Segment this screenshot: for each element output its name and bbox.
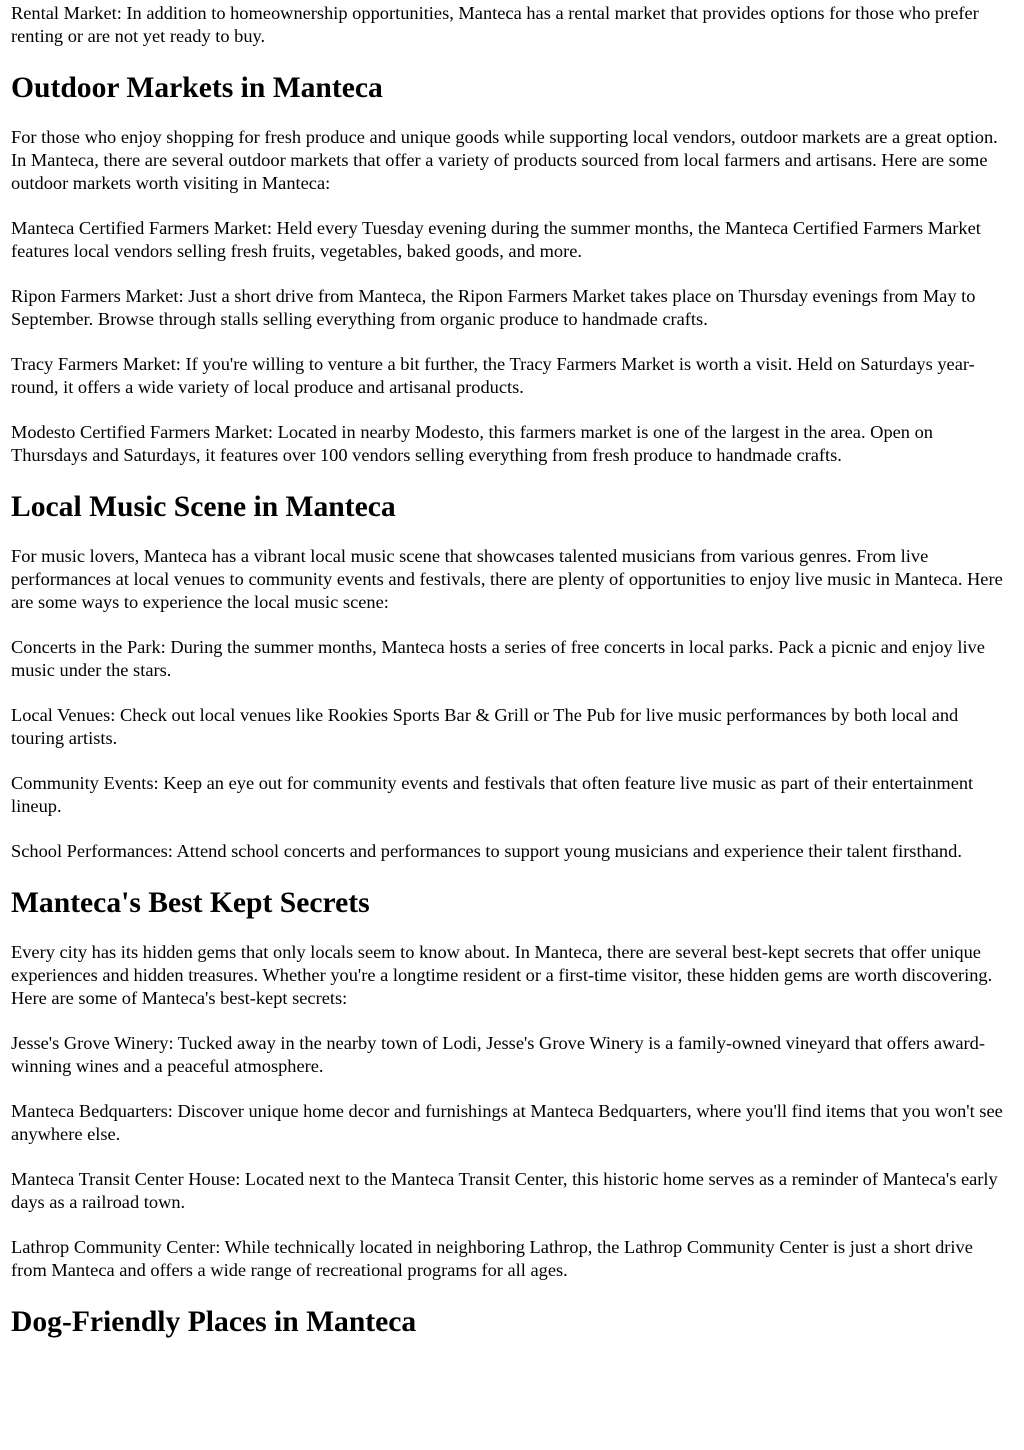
paragraph-school-performances: School Performances: Attend school concerts and performances to support young musicians and experience their talent firsthand.: [11, 841, 962, 861]
paragraph-secrets-intro: Every city has its hidden gems that only locals seem to know about. In Manteca, there are several best-kept secrets that offer unique experiences and hidden treasures. Whether you're a longtime resident or a first-time visitor, these hidden gems are worth discovering. Here are some of Manteca's best-kept secrets:: [11, 942, 993, 1008]
heading-best-kept-secrets: Manteca's Best Kept Secrets: [11, 887, 370, 919]
paragraph-concerts-in-park: Concerts in the Park: During the summer months, Manteca hosts a series of free concerts in local parks. Pack a picnic and enjoy live music under the stars.: [11, 637, 985, 680]
paragraph-modesto-farmers-market: Modesto Certified Farmers Market: Located in nearby Modesto, this farmers market is one of the largest in the area. Open on Thursdays and Saturdays, it features over 100 vendors selling everything from fresh produce to handmade crafts.: [11, 422, 933, 465]
paragraph-tracy-farmers-market: Tracy Farmers Market: If you're willing to venture a bit further, the Tracy Farmers Market is worth a visit. Held on Saturdays year-round, it offers a wide variety of local produce and artisanal products.: [11, 354, 975, 397]
paragraph-transit-center-house: Manteca Transit Center House: Located next to the Manteca Transit Center, this historic home serves as a reminder of Manteca's early days as a railroad town.: [11, 1169, 998, 1212]
paragraph-manteca-bedquarters: Manteca Bedquarters: Discover unique home decor and furnishings at Manteca Bedquarters, where you'll find items that you won't see anywhere else.: [11, 1101, 1003, 1144]
paragraph-manteca-farmers-market: Manteca Certified Farmers Market: Held every Tuesday evening during the summer months, the Manteca Certified Farmers Market features local vendors selling fresh fruits, vegetables, baked goods, and more.: [11, 218, 981, 261]
document-body: [0, 2, 1024, 1340]
paragraph-ripon-farmers-market: Ripon Farmers Market: Just a short drive from Manteca, the Ripon Farmers Market takes place on Thursday evenings from May to September. Browse through stalls selling everything from organic produce to handmade crafts.: [11, 286, 976, 329]
heading-outdoor-markets: Outdoor Markets in Manteca: [11, 72, 383, 104]
heading-local-music-scene: Local Music Scene in Manteca: [11, 491, 396, 523]
paragraph-community-events: Community Events: Keep an eye out for community events and festivals that often feature live music as part of their entertainment lineup.: [11, 773, 974, 816]
heading-dog-friendly-places: Dog-Friendly Places in Manteca: [11, 1306, 417, 1338]
paragraph-rental-market: Rental Market: In addition to homeownership opportunities, Manteca has a rental market that provides options for those who prefer renting or are not yet ready to buy.: [11, 3, 979, 46]
paragraph-lathrop-community-center: Lathrop Community Center: While technically located in neighboring Lathrop, the Lathrop Community Center is just a short drive from Manteca and offers a wide range of recreational programs for all ages.: [11, 1237, 973, 1280]
paragraph-local-venues: Local Venues: Check out local venues like Rookies Sports Bar & Grill or The Pub for live music performances by both local and touring artists.: [11, 705, 959, 748]
paragraph-outdoor-markets-intro: For those who enjoy shopping for fresh produce and unique goods while supporting local vendors, outdoor markets are a great option. In Manteca, there are several outdoor markets that offer a variety of products sourced from local farmers and artisans. Here are some outdoor markets worth visiting in Manteca:: [11, 127, 998, 193]
paragraph-jesses-grove-winery: Jesse's Grove Winery: Tucked away in the nearby town of Lodi, Jesse's Grove Winery is a family-owned vineyard that offers award-winning wines and a peaceful atmosphere.: [11, 1033, 985, 1076]
paragraph-music-intro: For music lovers, Manteca has a vibrant local music scene that showcases talented musicians from various genres. From live performances at local venues to community events and festivals, there are plenty of opportunities to enjoy live music in Manteca. Here are some ways to experience the local music scene:: [11, 546, 1003, 612]
